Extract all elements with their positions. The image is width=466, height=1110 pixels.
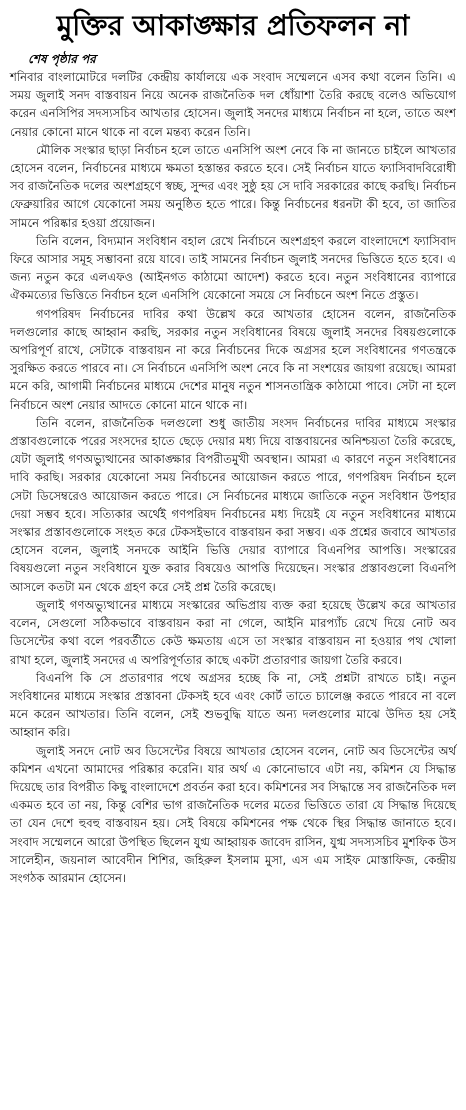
paragraph-7: বিএনপি কি সে প্রতারণার পথে অগ্রসর হচ্ছে কি না, সেই প্রশ্নটা রাখতে চাই। নতুন সংবিধানের মাধ্যমে সংস্কার প্রস্তাবনা টেকসই হবে এবং কোর্ট তাতে চ্যালেঞ্জ করতে পারবে না বলে মনে করেন আখতার। তিনি বলেন, সেই শুভবুদ্ধি যাতে অন্য দলগুলোর মাঝে উদিত হয় সেই আহ্বান করি। [10,670,456,740]
continued-from-label: শেষ পৃষ্ঠার পর [28,52,96,66]
headline: মুক্তির আকাঙ্ক্ষার প্রতিফলন না [56,9,410,42]
paragraph-8: জুলাই সনদে নোট অব ডিসেন্টের বিষয়ে আখতার হোসেন বলেন, নোট অব ডিসেন্টের অর্থ কমিশন এখনো আমাদের পরিষ্কার করেনি। যার অর্থ এ কোনোভাবে এটা নয়, কমিশন যে সিদ্ধান্ত দিয়েছে তার বিপরীত কিছু বাংলাদেশে প্রবর্তন করা হবে। কমিশনের সব সিদ্ধান্তে সব রাজনৈতিক দল একমত হবে তা নয়, কিন্তু বেশির ভাগ রাজনৈতিক দলের মতের ভিত্তিতে তারা যে সিদ্ধান্ত দিয়েছে তা যেন দেশে হুবহু বাস্তবায়ন হয়। সেই বিষয়ে কমিশনের পক্ষ থেকে স্থির সিদ্ধান্ত জানাতে হবে। সংবাদ সম্মেলনে আরো উপস্থিত ছিলেন যুগ্ম আহ্বায়ক জাবেদ রাসিন, যুগ্ম সদস্যসচিব মুশফিক উস সালেহীন, জয়নাল আবেদীন শিশির, জহিরুল ইসলাম মুসা, এস এম সাইফ মোস্তাফিজ, কেন্দ্রীয় সংগঠক আরমান হোসেন। [10,743,456,885]
paragraph-4: গণপরিষদ নির্বাচনের দাবির কথা উল্লেখ করে আখতার হোসেন বলেন, রাজনৈতিক দলগুলোর কাছে আহ্বান করছি, সরকার নতুন সংবিধানের বিষয়ে জুলাই সনদের বিষয়গুলোকে অপরিপূর্ণ রাখে, সেটাকে বাস্তবায়ন না করে নির্বাচনের দিকে অগ্রসর হলে সংবিধানের গণতন্ত্রকে সুরক্ষিত করতে পারবে না। সে নির্বাচনে এনসিপি অংশ নেবে কি না সংশয়ের জায়গা রয়েছে। আমরা মনে করি, আগামী নির্বাচনের মাধ্যমে দেশের মানুষ নতুন শাসনতান্ত্রিক কাঠামো পাবে। সেটা না হলে নির্বাচনে অংশ নেয়ার আদতে কোনো মানে থাকে না। [10,306,456,412]
paragraph-1: শনিবার বাংলামোটরে দলটির কেন্দ্রীয় কার্যালয়ে এক সংবাদ সম্মেলনে এসব কথা বলেন তিনি। এ সময় জুলাই সনদ বাস্তবায়ন নিয়ে অনেক রাজনৈতিক দল ধোঁয়াশা তৈরি করছে বলেও অভিযোগ করেন এনসিপির সদস্যসচিব আখতার হোসেন। জুলাই সনদের মাধ্যমে নির্বাচন না হলে, তাতে অংশ নেয়ার কোনো মানে থাকে না বলে মন্তব্য করেন তিনি। [10,70,456,139]
paragraph-6: জুলাই গণঅভ্যুত্থানের মাধ্যমে সংস্কারের অভিপ্রায় ব্যক্ত করা হয়েছে উল্লেখ করে আখতার বলেন, সেগুলো সঠিকভাবে বাস্তবায়ন করা না গেলে, আইনি মারপ্যাঁচ রেখে দিয়ে নোট অব ডিসেন্টের কথা বলে পরবর্তীতে কেউ ক্ষমতায় এসে তা সংস্কার বাস্তবায়ন না হওয়ার পথ খোলা রাখা হলে, জুলাই সনদের এ অপরিপূর্ণতার কাছে একটা প্রতারণার জায়গা তৈরি করবে। [10,597,456,667]
paragraph-5: তিনি বলেন, রাজনৈতিক দলগুলো শুধু জাতীয় সংসদ নির্বাচনের দাবির মাধ্যমে সংস্কার প্রস্তাবগুলোকে পরের সংসদের হাতে ছেড়ে দেয়ার মধ্য দিয়ে বাস্তবায়নের অনিশ্চয়তা তৈরি করেছে, যেটা জুলাই গণঅভ্যুত্থানের আকাঙ্ক্ষার বিপরীতমুখী অবস্থান। আমরা এ কারণে নতুন সংবিধানের দাবি করছি। সরকার যেকোনো সময় নির্বাচনের আয়োজন করতে পারে, গণপরিষদ নির্বাচন হলে সেটা ডিসেম্বরেও আয়োজন করতে পারে। সে নির্বাচনের মাধ্যমে জাতিকে নতুন সংবিধান উপহার দেয়া সম্ভব হবে। সত্যিকার অর্থেই গণপরিষদ নির্বাচনের মধ্য দিয়েই যে নতুন সংবিধানের মাধ্যমে সংস্কার প্রস্তাবগুলোকে সংহত করে টেকসইভাবে বাস্তবায়ন করা সম্ভব। এক প্রশ্নের জবাবে আখতার হোসেন বলেন, জুলাই সনদকে আইনি ভিত্তি দেয়ার ব্যাপারে বিএনপির আপত্তি। সংস্কারের বিষয়গুলো নতুন সংবিধানে যুক্ত করার বিষয়েও আপত্তি দিয়েছেন। সংস্কার প্রস্তাবগুলো বিএনপি আসলে কতটা মন থেকে গ্রহণ করে সেই প্রশ্ন তৈরি করেছে। [10,415,456,594]
paragraph-2: মৌলিক সংস্কার ছাড়া নির্বাচন হলে তাতে এনসিপি অংশ নেবে কি না জানতে চাইলে আখতার হোসেন বলেন, নির্বাচনের মাধ্যমে ক্ষমতা হস্তান্তর করতে হবে। সেই নির্বাচন যাতে ফ্যাসিবাদবিরোধী সব রাজনৈতিক দলের অংশগ্রহণে স্বচ্ছ, সুন্দর এবং সুষ্ঠু হয় সে দাবি সরকারের কাছে করছি। নির্বাচন ফেব্রুয়ারির আগে যেকোনো সময় অনুষ্ঠিত হতে পারে। কিন্তু নির্বাচনের ধরনটা কী হবে, তা জাতির সামনে পরিষ্কার হওয়া প্রয়োজন। [10,142,457,230]
paragraph-3: তিনি বলেন, বিদ্যমান সংবিধান বহাল রেখে নির্বাচনে অংশগ্রহণ করলে বাংলাদেশে ফ্যাসিবাদ ফিরে আসার সমূহ সম্ভাবনা রয়ে যাবে। তাই সামনের নির্বাচন জুলাই সনদের ভিত্তিতে হতে হবে। এ জন্য নতুন করে এলএফও (আইনগত কাঠামো আদেশ) করতে হবে। নতুন সংবিধানের ব্যাপারে ঐকমত্যের ভিত্তিতে নির্বাচন হলে এনসিপি যেকোনো সময়ে সে নির্বাচনে অংশ নিতে প্রস্তুত। [10,233,456,303]
